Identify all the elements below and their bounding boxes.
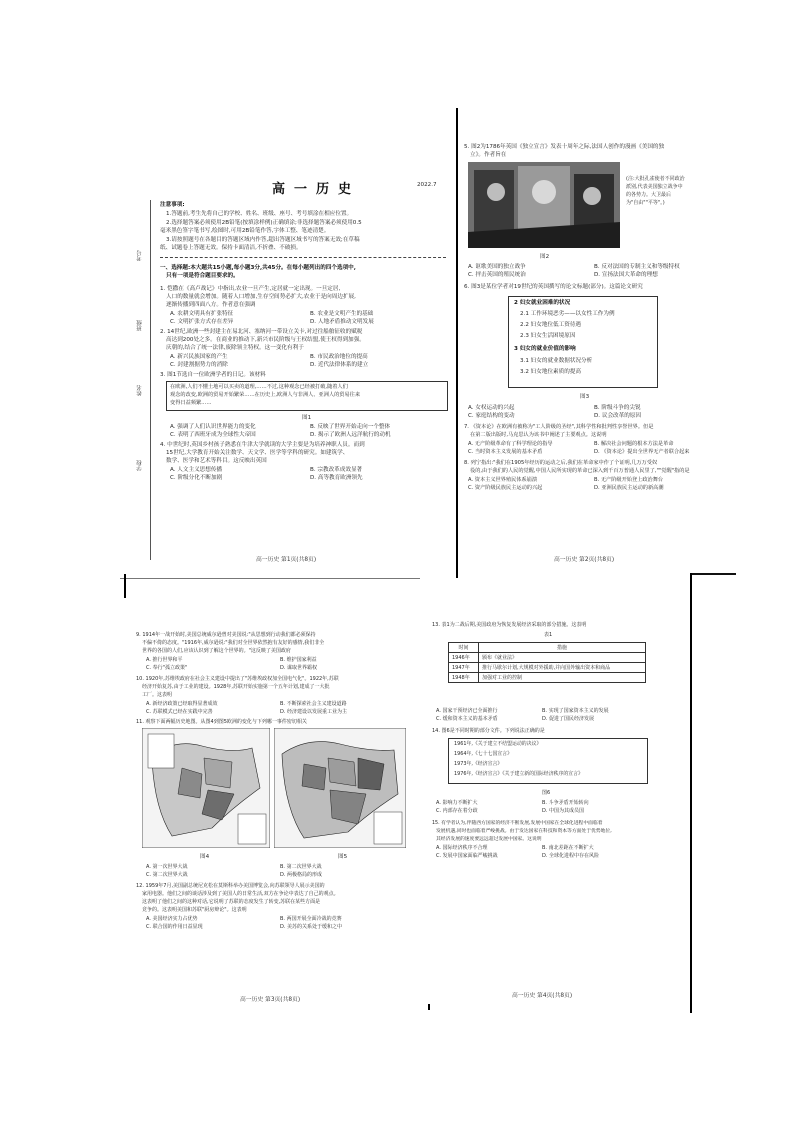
option-d[interactable]: D. 亚洲民族民主运动的新高潮 (594, 485, 664, 491)
question-9: 不偏不倚的态度。"1916年,威尔逊说:"我们对全世界依然抱有友好的感情,我们非全 (142, 640, 325, 646)
option-c[interactable]: C. 苏联模式已经在实践中完善 (146, 709, 213, 715)
figure-caption: 图2 (540, 254, 550, 260)
question-9: 世界的各国的人们,应该认识到了解这个世界的。"这反映了美国政府 (142, 648, 291, 654)
option-d[interactable]: D. 宣扬法国大革命的理想 (594, 272, 658, 278)
question-4: 数学、医学和艺术等科目。这反映出英国 (166, 458, 267, 464)
option-c[interactable]: C. 阶级分化不断加剧 (170, 475, 223, 481)
option-b[interactable]: B. 农业是文明产生的基础 (310, 311, 374, 317)
table-caption: 表1 (544, 632, 553, 638)
question-12: 竞争的。这表明美国和苏联"厨房辩论"。这表明 (142, 907, 247, 913)
option-c[interactable]: C. 联合国的作用日益显现 (146, 924, 203, 930)
option-a[interactable]: A. 国际经济秩序不合理 (436, 845, 488, 851)
question-2: 高达到200处之多。在商业的推动下,新兴市民阶级与王权结盟,使王权得到加强。 (166, 337, 365, 343)
option-b[interactable]: B. 维护国家利益 (280, 657, 317, 663)
option-c[interactable]: C. 抨击英国的殖民统治 (468, 272, 526, 278)
option-b[interactable]: B. 实现了国家资本主义的发展 (542, 708, 609, 714)
map-figure-4 (142, 728, 270, 848)
table-header-row (449, 643, 646, 653)
outline-item: 2 妇女就业困难的状况 (514, 300, 571, 306)
question-5: 5. 图2为1786年英国《独立宣言》发表十周年之际,法国人创作的漫画《美国的独 (464, 144, 665, 150)
question-12: 家用电器。他们之间的谈话涉及到了美国人的日常生活,双方在争论中表达了自己的观点。 (142, 891, 339, 897)
question-14: 14. 图6是不同时期的部分文件。下列说法正确的是 (432, 728, 545, 734)
question-7: 在第二版出版时,马克思认为该书中阐述了主要观点。这说明 (470, 432, 607, 438)
page-footer: 高一历史 第2页(共8页) (554, 557, 615, 563)
option-a[interactable]: A. 美国经济实力占优势 (146, 916, 198, 922)
option-d[interactable]: D. 美苏的关系处于缓和之中 (280, 924, 343, 930)
option-a[interactable]: A. 推行世界和平 (146, 657, 183, 663)
exam-date: 2022.7 (417, 182, 437, 188)
figure-note: 为"自由""平等"。) (626, 200, 665, 206)
note-line: 毫米黑色签字笔书写,绘图时,可用2B铅笔作答,字体工整、笔迹清楚。 (160, 228, 330, 234)
page-footer: 高一历史 第4页(共8页) (512, 993, 573, 999)
option-d[interactable]: D. 《资本论》提出全世界无产者联合起来 (594, 449, 690, 455)
option-a[interactable]: A. 资本主义世界殖民体系崩溃 (468, 477, 538, 483)
option-a[interactable]: A. 无产阶级革命有了科学理论的指导 (468, 441, 553, 447)
map-figure-5 (274, 728, 406, 848)
binding-label-class: 班级 (137, 320, 143, 331)
question-1: 逐渐传播到四面八方。作者意在强调 (166, 302, 256, 308)
option-a[interactable]: A. 人文主义思想传播 (170, 467, 223, 473)
question-4: 4. 中世纪时,英国乡村孩子熟悉在牛津大学就读的大学主要是为培养神职人员。而到 (160, 442, 365, 448)
note-line: 1.答题前,考生先将自己的学校、姓名、班级、座号、考号填涂在相应位置。 (166, 211, 353, 217)
question-1: 人口的数量就会增加。随着人口增加,生存空间势必扩大,农业于是向周边扩展, (166, 294, 356, 300)
option-b[interactable]: B. 阶级斗争的尖锐 (594, 405, 641, 411)
sheet-edge (690, 573, 736, 575)
option-a[interactable]: A. 影响力不断扩大 (436, 800, 478, 806)
sheet-edge (120, 578, 420, 579)
binding-label-name: 姓名 (137, 385, 143, 396)
question-12: 12. 1959年7月,美国副总统尼克松在莫斯科举办美国博览会,向苏联领导人展示美国的 (136, 883, 325, 889)
question-12: 这表明了他们之间的这种对话,它说明了苏联的态度发生了转变,苏联在某些方面是 (142, 899, 321, 905)
option-a[interactable]: A. 新经济政策已经取得显著成效 (146, 701, 218, 707)
option-b[interactable]: B. 反映了世界开始走向一个整体 (310, 424, 391, 430)
outline-item: 2.1 工作环境恶劣——以女性工作为例 (520, 311, 615, 317)
option-d[interactable]: D. 经济建设以发展重工业为主 (280, 709, 348, 715)
figure-caption: 图3 (580, 394, 590, 400)
cartoon-image (468, 162, 620, 248)
question-3: 3. 图1节选自一位欧洲学者的日记。该材料 (160, 372, 266, 378)
option-b[interactable]: B. 第二次世界大战 (280, 864, 322, 870)
option-c[interactable]: C. 资产阶级民族民主运动的兴起 (468, 485, 543, 491)
exam-page-2 (458, 122, 724, 574)
section-instructions: 只有一项是符合题目要求的。 (166, 273, 239, 279)
option-d[interactable]: D. 人地矛盾推动文明发展 (310, 319, 374, 325)
option-c[interactable]: C. 第二次世界大战 (146, 872, 188, 878)
measures-table (448, 642, 646, 683)
option-b[interactable]: B. 两国开展全面冷战的竞赛 (280, 916, 342, 922)
figure-note: 的各势力。大卫最后 (626, 192, 672, 198)
option-d[interactable]: D. 谋取世界霸权 (280, 665, 318, 671)
section-instructions: 一、选择题:本大题共15小题,每小题3分,共45分。在每小题列出的四个选项中, (160, 265, 356, 271)
table-header: 时间 (449, 643, 479, 653)
figure-caption: 图5 (338, 854, 348, 860)
option-c[interactable]: C. 家庭结构的变动 (468, 413, 515, 419)
document-item: 1973年,《经济宣言》 (454, 761, 503, 767)
option-c[interactable]: C. 内部存在着分歧 (436, 808, 478, 814)
outline-item: 3.1 妇女的就业数据状况分析 (520, 358, 593, 364)
question-1: 1. 恺撒在《高卢战记》中指出,农业一旦产生,定居就一定出现。一旦定居, (160, 286, 341, 292)
exam-page-3 (120, 598, 426, 1004)
table-cell: 1947年 (449, 663, 479, 673)
option-b[interactable]: B. 南北差距在不断扩大 (542, 845, 594, 851)
figure-caption: 图4 (200, 854, 210, 860)
question-11: 11. 观察下面两幅历史地图。从图4到图5欧洲的变化与下列哪一事件密切相关 (136, 719, 307, 725)
binding-label-exam-no: 考号 (137, 250, 143, 261)
table-row (449, 663, 646, 673)
table-header: 措施 (479, 643, 646, 653)
question-9: 9. 1914年一战开始时,美国总统威尔逊曾对美国说:"从思想到行动我们都必须保持 (136, 632, 316, 638)
option-a[interactable]: A. 强调了人们认识世界能力的变化 (170, 424, 256, 430)
option-a[interactable]: A. 讴歌美国的独立战争 (468, 264, 526, 270)
option-c[interactable]: C. 发展中国家面临严峻挑战 (436, 853, 498, 859)
page-footer: 高一历史 第1页(共8页) (256, 557, 317, 563)
table-cell: 推行马歇尔计划,大规模对外援助,并向国外输出资本和商品 (479, 663, 646, 673)
question-8: 8. 列宁指出:"我们在1905年经历的运动之后,我们在革命家中作了个证明,几万万受奴 (464, 460, 658, 466)
option-d[interactable]: D. 两极格局的形成 (280, 872, 323, 878)
question-15: 15. 有学者认为,伴随西方国家的经济不断发展,发展中国家在全球化进程中面临着 (432, 821, 603, 826)
question-7: 7. 《资本论》在欧洲有被称为"工人阶级的圣经",其科学性和批判性享誉世界。但是 (464, 424, 654, 430)
option-b[interactable]: B. 不断探索社会主义建设道路 (280, 701, 347, 707)
note-line: 纸、试题卷上答题无效。保持卡面清洁,不折叠、不破损。 (160, 245, 302, 251)
outline-item: 3.2 妇女地位素质的提高 (520, 369, 582, 375)
question-10: 10. 1920年,苏维埃政府在社会主义建设中提出了"苏维埃政权加全国电气化"。1922年,苏联 (136, 676, 339, 682)
table-cell: 1946年 (449, 653, 479, 663)
sheet-edge (690, 573, 692, 1013)
table-cell: 颁布《就业法》 (479, 653, 646, 663)
quote-line: 变得日益频繁…… (170, 400, 212, 406)
document-item: 1961年,《关于建立不结盟运动的决议》 (454, 741, 542, 747)
option-a[interactable]: A. 第一次世界大战 (146, 864, 188, 870)
table-row (449, 653, 646, 663)
option-c[interactable]: C. 文明扩张方式存在差异 (170, 319, 234, 325)
question-13: 13. 表1为二战后期,美国政府为恢复发展经济采取的部分措施。这表明 (432, 622, 587, 628)
figure-caption: 图1 (302, 415, 312, 421)
note-line: 3.请按照题号在各题目的答题区域内作答,超出答题区域书写的答案无效;在草稿 (166, 237, 360, 243)
exam-page-4 (422, 598, 660, 1004)
option-c[interactable]: C. 缓和资本主义的基本矛盾 (436, 716, 498, 722)
question-4: 15世纪,大学教育开始关注数学、天文学、医学等学科的研究。如建筑学、 (166, 450, 349, 456)
outline-item: 2.3 妇女生活困境原因 (520, 333, 576, 339)
option-a[interactable]: A. 农耕文明具有扩张特征 (170, 311, 234, 317)
question-10: 工厂。这表明 (142, 692, 173, 698)
option-a[interactable]: A. 女权运动的兴起 (468, 405, 515, 411)
figure-note: (注:大批孔雀使者不同政治 (626, 176, 685, 182)
binding-line (150, 200, 151, 560)
option-d[interactable]: D. 全球化进程中存在风险 (542, 853, 600, 859)
document-item: 1964年,《七十七国宣言》 (454, 751, 513, 757)
option-b[interactable]: B. 无产阶级开始登上政治舞台 (594, 477, 664, 483)
outline-item: 2.2 妇女地位低工资待遇 (520, 322, 582, 328)
option-c[interactable]: C. 封建割据势力的消除 (170, 362, 228, 368)
sheet-edge (456, 108, 458, 578)
option-c[interactable]: C. 奉行"孤立政策" (146, 665, 188, 671)
option-b[interactable]: B. 斗争矛盾开始转向 (542, 800, 589, 806)
question-2: 2. 14世纪,欧洲一些封建主在易北河、塞纳河一带设立关卡,对过往船舶征收的赋税 (160, 329, 363, 335)
exam-page-1 (120, 122, 454, 574)
question-2: 庆朝的,结合了统一法律,废除领主特权。这一变化有利于 (166, 345, 304, 351)
binding-label-school: 学校 (137, 460, 143, 471)
figure-note: 派别,代表美国独立战争中 (626, 184, 683, 190)
outline-item: 3 妇女的就业价值的影响 (514, 346, 576, 352)
page-footer: 高一历史 第3页(共8页) (240, 997, 301, 1003)
question-5: 立》。作者旨在 (470, 152, 507, 158)
quote-line: 观念的改变,欧洲的贸易开始繁荣……在历史上,欧洲人与非洲人、亚洲人的贸易往来 (170, 392, 361, 398)
quote-line: 在欧洲,人们不懂土地可以买卖的道理,……不过,这种观念已经被打破,随着人们 (170, 384, 348, 390)
question-8: 役的,由于我们的人民的觉醒,中国人民所实现的革命已深入到千百万普通人民里了,""觉醒"指的是 (470, 468, 690, 474)
exam-title: 高一历史 (272, 182, 361, 197)
question-10: 经济开始复苏,由于工业的建设。1928年,苏联开始实施第一个五年计划,建成了一大批 (142, 684, 330, 690)
option-c[interactable]: C. 当时资本主义发展的基本矛盾 (468, 449, 543, 455)
option-a[interactable]: A. 新兴民族国家的产生 (170, 354, 228, 360)
figure-caption: 图6 (542, 790, 551, 796)
option-b[interactable]: B. 宗教改革成效显著 (310, 467, 363, 473)
notes-heading: 注意事项: (160, 202, 185, 208)
option-d[interactable]: D. 揭示了欧洲人远洋航行的动机 (310, 432, 391, 438)
table-row (449, 673, 646, 683)
option-d[interactable]: D. 议会改革的原因 (594, 413, 642, 419)
table-cell: 1948年 (449, 673, 479, 683)
option-c[interactable]: C. 表明了西班牙成为全球性大帝国 (170, 432, 256, 438)
question-15: 发展机遇,同时也面临着严峻挑战。由于发达国家在科技和资本等方面处于优势地位, (436, 829, 612, 834)
question-6: 6. 图3是某位学者对19世纪的英国撰写的论文标题(部分)。这篇论文研究 (464, 284, 643, 290)
option-a[interactable]: A. 国家干预经济已全面推行 (436, 708, 498, 714)
question-15: 其经济发展的速度要远远超过发展中国家。这说明 (436, 837, 542, 842)
note-line: 2.选择题答案必须使用2B铅笔(按填涂样例)正确填涂;非选择题答案必须使用0.5 (166, 220, 362, 226)
option-d[interactable]: D. 促进了国民经济发展 (542, 716, 595, 722)
option-d[interactable]: D. 中国为其成员国 (542, 808, 585, 814)
document-item: 1976年,《经济宣言》《关于建立新的国际经济秩序的宣言》 (454, 771, 583, 777)
option-d[interactable]: D. 近代法律体系的建立 (310, 362, 369, 368)
section-divider (160, 257, 446, 258)
option-b[interactable]: B. 反对法国的专制主义和等级特权 (594, 264, 680, 270)
option-b[interactable]: B. 解决社会问题的根本方法是革命 (594, 441, 674, 447)
table-cell: 加强对工业的控制 (479, 673, 646, 683)
option-d[interactable]: D. 高等教育欧洲领先 (310, 475, 363, 481)
option-b[interactable]: B. 市民政治地位的提高 (310, 354, 368, 360)
